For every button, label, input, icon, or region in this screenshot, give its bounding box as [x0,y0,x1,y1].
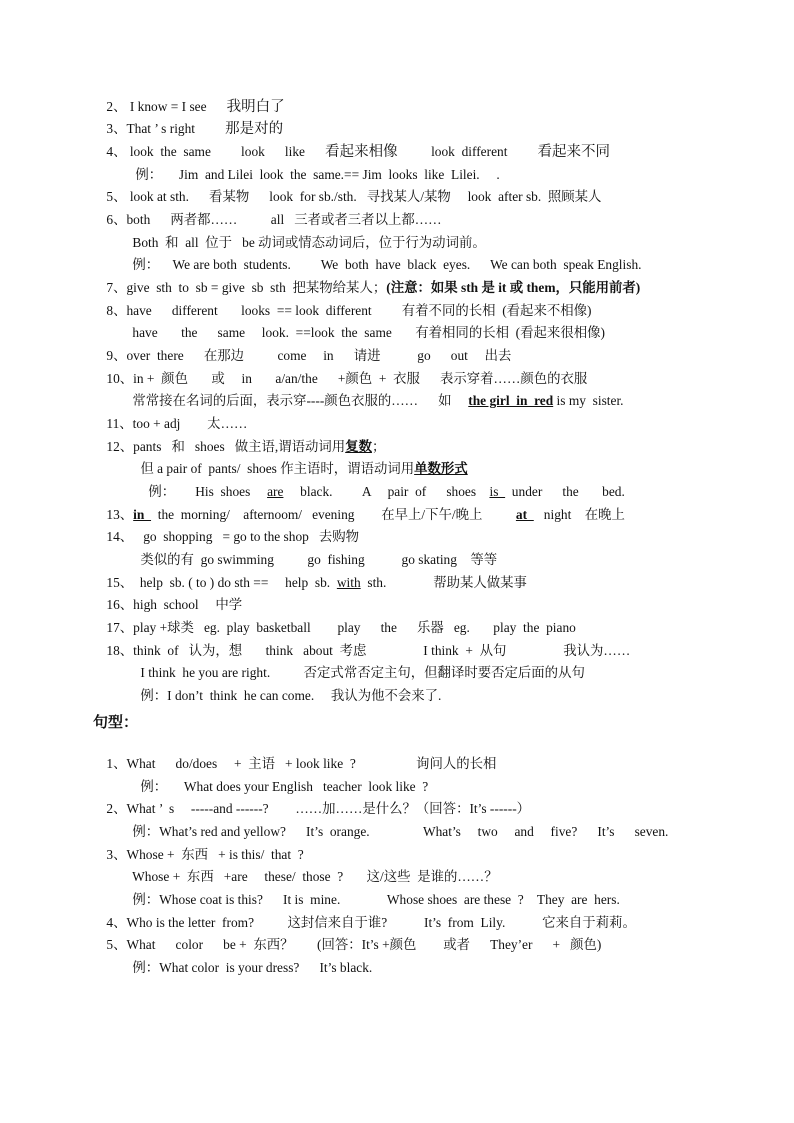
item-2 [93,80,285,115]
section-title: 句型： [93,715,139,731]
pattern-4 [93,896,636,930]
item-17 [93,601,576,635]
item-text: 14、 go shopping = go to the shop 去购物 [106,529,360,544]
item-3 [93,102,284,137]
item-text: 例： We are both students. We both have black eyes. We can both speak English. [132,257,642,272]
item-text: 16、high school 中学 [106,597,243,612]
pattern-text: 例：What’s red and yellow? It’s orange. What’s two and five? It’s seven. [132,824,669,839]
item-7 [93,261,641,295]
item-12 [93,420,386,454]
item-emphasis: at [515,507,534,522]
item-text: 例：I don’t think he can come. 我认为他不会来了. [140,688,442,703]
item-14 [93,510,360,544]
item-15 [93,556,527,590]
item-text: 11、too + adj 太…… [106,416,248,431]
pattern-3-line2 [119,850,498,884]
item-emphasis: the girl in red [468,393,554,408]
item-text: 2、 I know = I see [106,99,227,114]
pattern-text: 4、Who is the letter from? 这封信来自于谁? It’s from Lily. 它来自于莉莉。 [106,915,636,930]
item-text: night 在晚上 [533,507,625,522]
item-text: 看起来相像 [325,144,398,160]
item-emphasis: in [133,507,152,522]
item-text: sth. 帮助某人做某事 [360,575,527,590]
item-text: 12、pants 和 shoes 做主语,谓语动词用 [106,439,346,454]
item-text: under the bed. [505,484,625,499]
item-10-note [119,374,624,408]
item-text: 18、think of 认为，想 think about 考虑 I think + 从句 我认为…… [106,643,631,658]
item-text: 6、both 两者都…… all 三者或者三者以上都…… [106,212,442,227]
item-text: the morning/ afternoom/ evening 在早上/下午/晚上 [151,507,516,522]
item-18-line2 [127,646,585,680]
pattern-text: Whose + 东西 +are these/ those ? 这/这些 是谁的……？ [132,869,498,884]
item-text: I think he you are right. 否定式常否定主句，但翻译时要否定后面的从句 [140,665,585,680]
item-text: 8、have different looks == look different 有着不同的长相 (看起来不相像) [106,303,592,318]
pattern-text: 例：Whose coat is this? It is mine. Whose shoes are these ? They are hers. [132,892,620,907]
item-14-similar [127,533,498,567]
item-text: 类似的有 go swimming go fishing go skating 等等 [140,552,498,567]
pattern-5 [93,918,602,952]
item-8-line2 [119,306,605,340]
item-text: 7、give sth to sb = give sb sth 把某物给某人； [106,280,387,295]
item-text: 4、 look the same look like [106,144,326,159]
pattern-text: 例：What color is your dress? It’s black. [132,960,373,975]
item-18 [93,624,631,658]
pattern-text: 2、What ’ s -----and ------? ……加……是什么？（回答：It’s ------） [106,801,531,816]
pattern-2 [93,782,531,816]
item-text: black. A pair of shoes [283,484,490,499]
item-6-example [119,238,642,272]
item-text: look different [397,144,538,159]
item-emphasis: with [336,575,361,590]
pattern-3-example [119,873,620,907]
item-text: 17、play +球类 eg. play basketball play the 乐器 eg. play the piano [106,620,576,635]
item-text: 看起来不同 [537,144,611,160]
pattern-1 [93,737,497,771]
item-text: 我明白了 [226,99,285,115]
item-6-note [119,216,486,250]
item-text: have the same look. ==look the same 有着相同的长相 (看起来很相像) [132,325,605,340]
item-5 [93,170,602,204]
pattern-text: 3、Whose + 东西 + is this/ that ? [106,847,304,862]
item-text: 常常接在名词的后面，表示穿----颜色衣服的…… 如 [132,393,469,408]
item-text: 15、 help sb. ( to ) do sth == help sb. [106,575,337,590]
item-note-bold: (注意：如果 sth 是 it 或 them，只能用前者) [386,280,641,295]
item-9 [93,329,512,363]
item-emphasis: are [267,484,284,499]
item-11 [93,397,248,431]
item-13 [93,488,625,522]
item-text: 10、in + 颜色 或 in a/an/the +颜色 + 衣服 表示穿着……颜色的衣服 [106,371,588,386]
item-12-example [135,465,625,499]
item-text: ； [371,439,386,454]
pattern-text: 5、What color be + 东西？ (回答：It’s +颜色 或者 They’er + 颜色) [106,937,602,952]
pattern-text: 例： What does your English teacher look like ? [140,779,429,794]
item-8 [93,284,592,318]
pattern-text: 1、What do/does + 主语 + look like ? 询问人的长相 [106,756,497,771]
item-6 [93,193,442,227]
item-18-example [127,669,442,703]
item-text: 5、 look at sth. 看某物 look for sb./sth. 寻找某人/某物 look after sb. 照顾某人 [106,189,602,204]
item-text: 9、over there 在那边 come in 请进 go out 出去 [106,348,512,363]
item-10 [93,352,588,386]
pattern-1-example [127,760,429,794]
item-text: 那是对的 [225,121,284,137]
pattern-2-example [119,805,669,839]
item-text: 3、That ’ s right [106,121,226,136]
item-4 [93,125,611,160]
item-text: 例： His shoes [148,484,268,499]
item-emphasis: 复数 [345,439,372,454]
item-4-example [122,148,500,182]
item-text: 13、 [106,507,134,522]
pattern-5-example [119,941,373,975]
item-text: 例： Jim and Lilei look the same.== Jim looks like Lilei. . [135,167,500,182]
item-emphasis: is [489,484,506,499]
item-12-note [127,442,468,476]
item-16 [93,578,243,612]
item-text: is my sister. [553,393,624,408]
item-emphasis: 单数形式 [414,461,468,476]
item-text: 但 a pair of pants/ shoes 作主语时，谓语动词用 [140,461,415,476]
pattern-3 [93,828,304,862]
item-text: Both 和 all 位于 be 动词或情态动词后，位于行为动词前。 [132,235,486,250]
